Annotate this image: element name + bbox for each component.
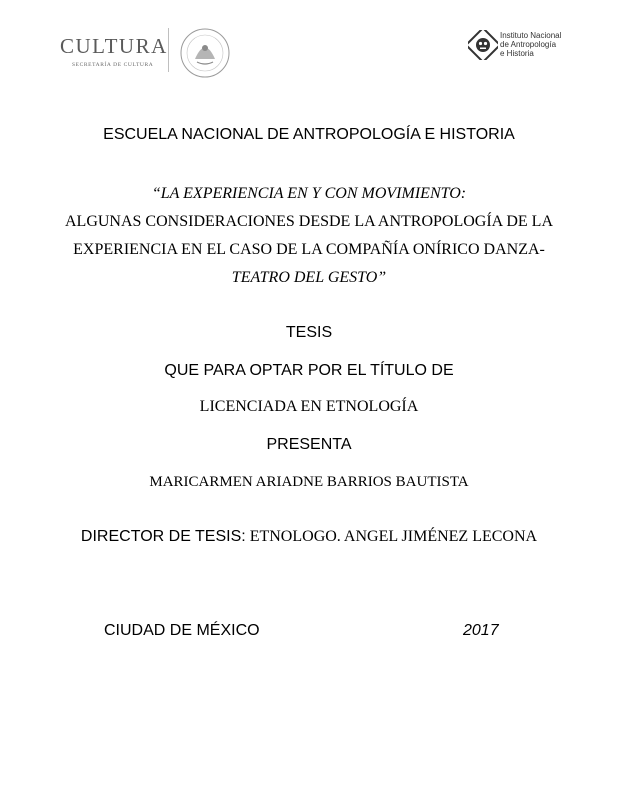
label-optar: QUE PARA OPTAR POR EL TÍTULO DE (164, 362, 454, 379)
place: CIUDAD DE MÉXICO (104, 622, 260, 639)
director-label: DIRECTOR DE TESIS: (80, 528, 246, 545)
inah-line-3: e Historia (500, 49, 534, 58)
inah-line-1: Instituto Nacional (500, 31, 562, 40)
label-tesis: TESIS (285, 324, 333, 341)
inah-logo-text (500, 31, 561, 58)
thesis-title-line-3: EXPERIENCIA EN EL CASO DE LA COMPAÑÍA ONÍRICO DANZA- (73, 241, 545, 258)
inah-line-2: de Antropología (500, 40, 557, 49)
cultura-logo-subtitle: SECRETARÍA DE CULTURA (72, 62, 154, 68)
inah-emblem-icon (468, 30, 498, 60)
director-name: ETNOLOGO. ANGEL JIMÉNEZ LECONA (245, 528, 538, 545)
inah-logo (468, 30, 578, 66)
label-presenta: PRESENTA (266, 436, 352, 453)
school-name: ESCUELA NACIONAL DE ANTROPOLOGÍA E HISTORIA (103, 126, 515, 143)
director-line (0, 528, 618, 546)
mexico-seal-icon (178, 26, 232, 80)
degree-name: LICENCIADA EN ETNOLOGÍA (199, 398, 419, 415)
cultura-logo-word: CULTURA (60, 34, 168, 58)
year: 2017 (463, 622, 499, 639)
cultura-logo (60, 34, 250, 74)
thesis-title-line-1: “LA EXPERIENCIA EN Y CON MOVIMIENTO: (151, 185, 467, 202)
thesis-title (0, 180, 618, 292)
logo-divider (168, 28, 169, 72)
thesis-title-line-4: TEATRO DEL GESTO” (231, 269, 387, 286)
thesis-title-line-2: ALGUNAS CONSIDERACIONES DESDE LA ANTROPOLOGÍA DE LA (64, 213, 553, 230)
author-name: MARICARMEN ARIADNE BARRIOS BAUTISTA (149, 474, 469, 490)
